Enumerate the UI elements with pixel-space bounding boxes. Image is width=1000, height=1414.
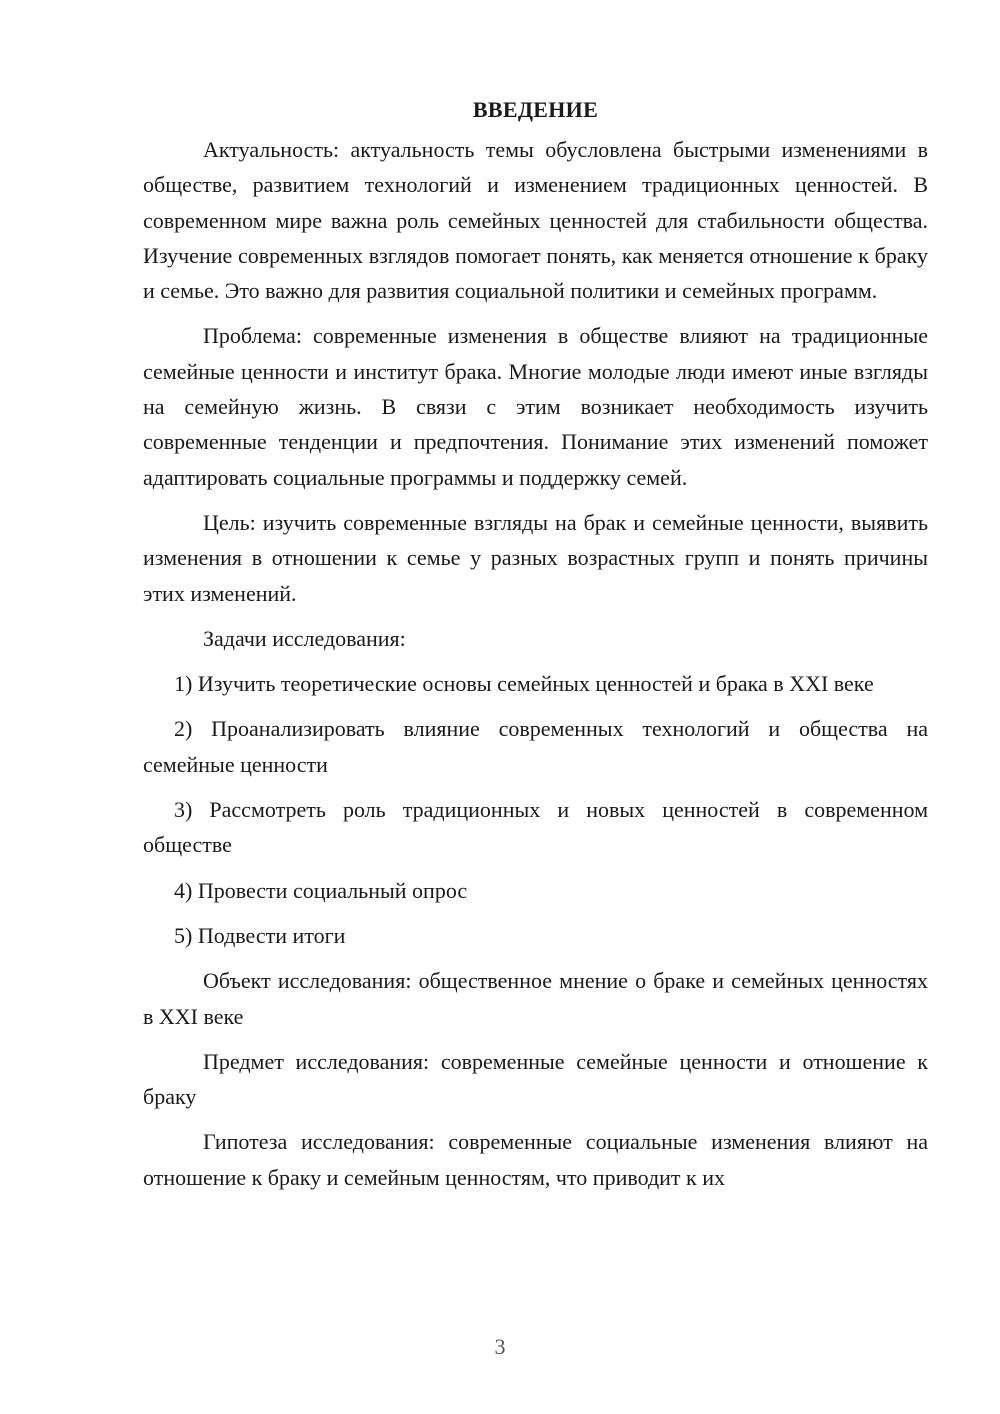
task-item-2: 2) Проанализировать влияние современных технологий и общества на семейные ценности	[143, 716, 928, 777]
task-item-5: 5) Подвести итоги	[174, 922, 346, 948]
page-number: 3	[494, 1334, 506, 1359]
problem-paragraph: Проблема: современные изменения в обществе влияют на традиционные семейные ценности и институт брака. Многие молодые люди имеют иные взгляды на семейную жизнь. В связи с этим возникает необходимость изучить современные тенденции и предпочтения. Понимание этих изменений поможет адаптировать социальные программы и поддержку семей.	[143, 323, 928, 490]
page-content	[143, 92, 928, 1205]
relevance-paragraph: Актуальность: актуальность темы обусловлена быстрыми изменениями в обществе, развитием технологий и изменением традиционных ценностей. В современном мире важна роль семейных ценностей для стабильности общества. Изучение современных взглядов помогает понять, как меняется отношение к браку и семье. Это важно для развития социальной политики и семейных программ.	[143, 137, 928, 304]
object-paragraph: Объект исследования: общественное мнение о браке и семейных ценностях в XXI веке	[143, 968, 928, 1029]
hypothesis-paragraph: Гипотеза исследования: современные социальные изменения влияют на отношение к браку и семейным ценностям, что приводит к их	[143, 1129, 928, 1190]
tasks-heading: Задачи исследования:	[203, 625, 406, 651]
task-item-1: 1) Изучить теоретические основы семейных ценностей и брака в XXI веке	[174, 671, 874, 697]
section-heading: ВВЕДЕНИЕ	[472, 97, 599, 122]
subject-paragraph: Предмет исследования: современные семейные ценности и отношение к браку	[143, 1048, 928, 1110]
goal-paragraph: Цель: изучить современные взгляды на брак и семейные ценности, выявить изменения в отношении к семье у разных возрастных групп и понять причины этих изменений.	[143, 509, 928, 606]
task-item-4: 4) Провести социальный опрос	[174, 877, 468, 903]
task-item-3: 3) Рассмотреть роль традиционных и новых ценностей в современном обществе	[143, 797, 928, 858]
